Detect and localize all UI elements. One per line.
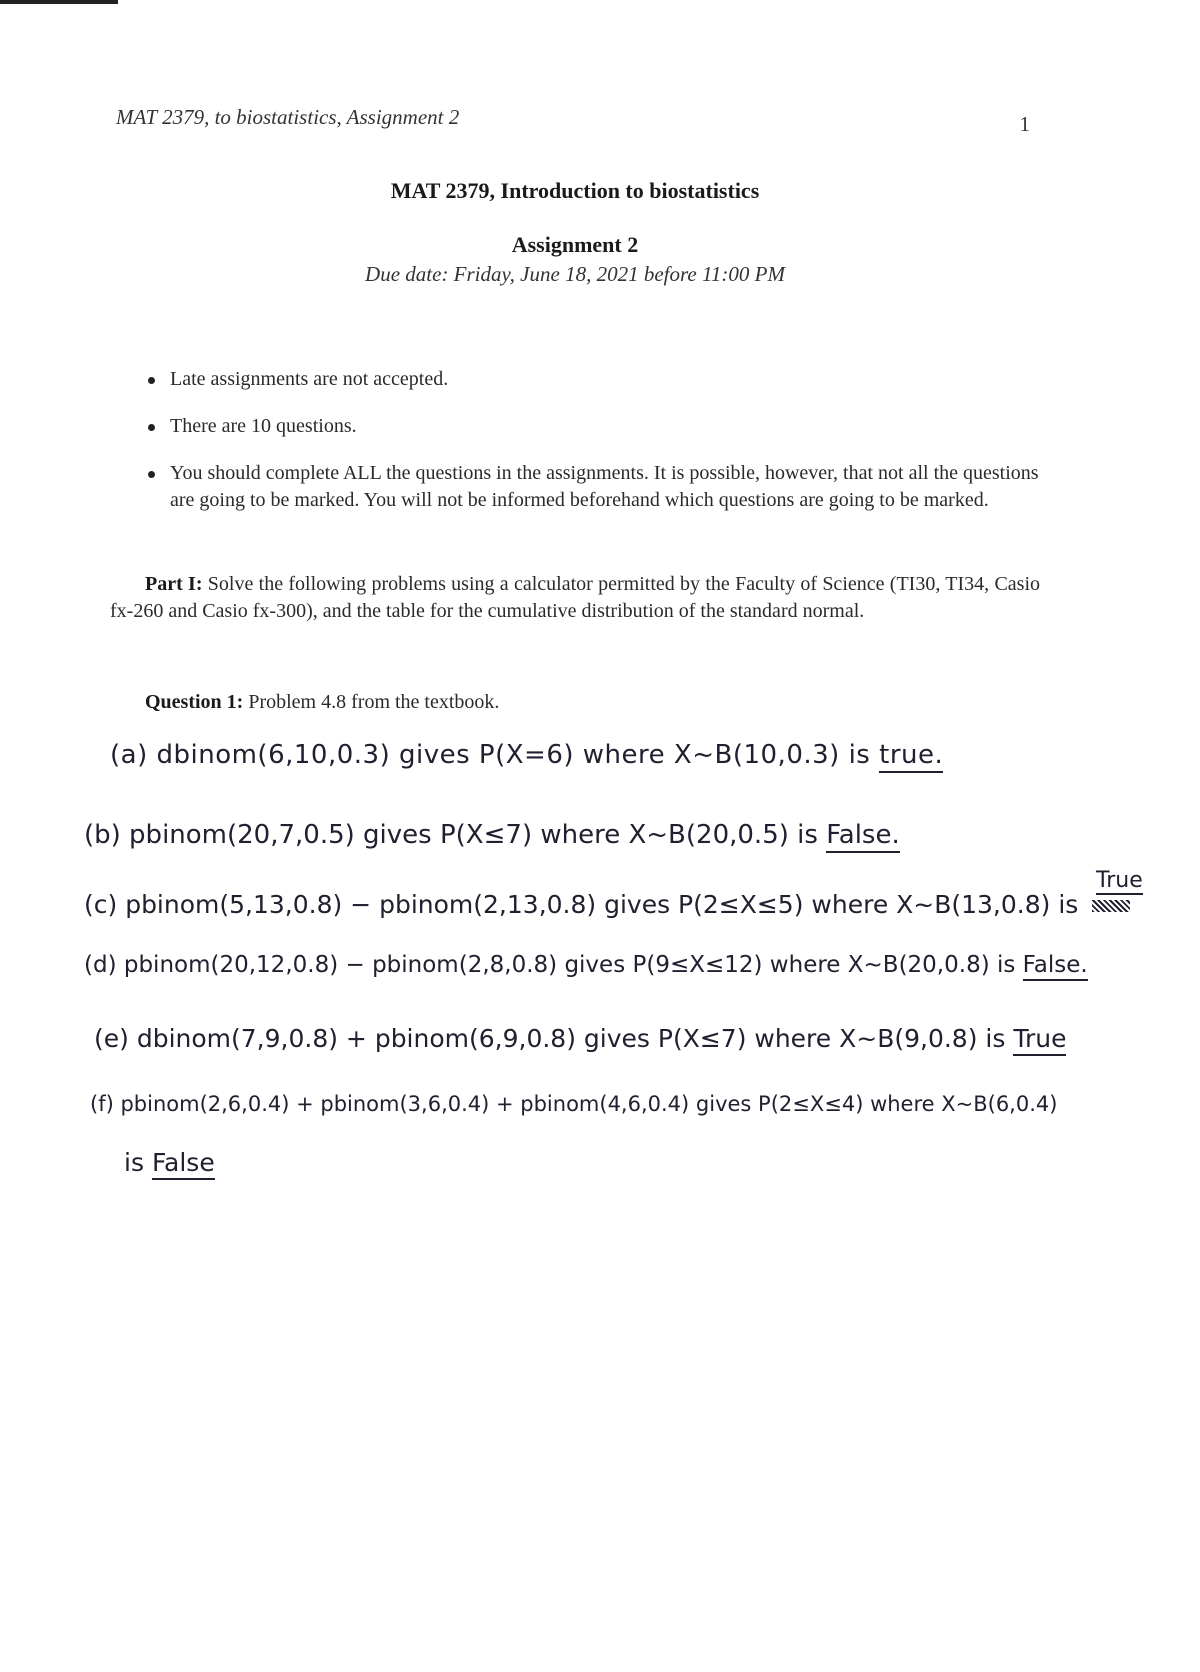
answer-e-verdict: True — [1013, 1024, 1066, 1056]
answer-a — [110, 740, 943, 770]
part-one-label: Part I: — [145, 573, 203, 595]
page-number: 1 — [1019, 112, 1030, 136]
answer-f-is: is — [124, 1148, 144, 1177]
answer-c-verdict: True — [1096, 868, 1143, 893]
answer-d-verdict: False. — [1023, 952, 1088, 981]
answer-b-text: (b) pbinom(20,7,0.5) gives P(X≤7) where X~B(20,0.5) is — [84, 820, 818, 850]
question-1 — [145, 691, 499, 714]
instruction-list — [148, 366, 1048, 534]
answer-f-text: (f) pbinom(2,6,0.4) + pbinom(3,6,0.4) + pbinom(4,6,0.4) gives P(2≤X≤4) where X~B(6,0.4) — [90, 1092, 1058, 1116]
scan-edge-mark — [0, 0, 118, 4]
question-1-label: Question 1: — [145, 691, 244, 713]
instruction-item: You should complete ALL the questions in the assignments. It is possible, however, that not all the questions are going to be marked. You will not be informed beforehand which questions are going to be marked. — [148, 460, 1048, 514]
answer-b — [84, 820, 900, 850]
answer-f-verdict: False — [152, 1148, 215, 1180]
answer-a-text: (a) dbinom(6,10,0.3) gives P(X=6) where X~B(10,0.3) is — [110, 740, 871, 770]
answer-d-text: (d) pbinom(20,12,0.8) − pbinom(2,8,0.8) gives P(9≤X≤12) where X~B(20,0.8) is — [84, 952, 1016, 978]
answer-b-verdict: False. — [826, 820, 900, 853]
answer-e-text: (e) dbinom(7,9,0.8) + pbinom(6,9,0.8) gives P(X≤7) where X~B(9,0.8) is — [94, 1024, 1006, 1053]
part-one-intro — [110, 571, 1040, 625]
running-head: MAT 2379, to biostatistics, Assignment 2 — [116, 105, 460, 129]
due-date: Due date: Friday, June 18, 2021 before 11:00 PM — [365, 262, 785, 286]
course-title: MAT 2379, Introduction to biostatistics — [390, 178, 760, 203]
answer-e — [94, 1024, 1066, 1053]
answer-c-text: (c) pbinom(5,13,0.8) − pbinom(2,13,0.8) gives P(2≤X≤5) where X~B(13,0.8) is — [84, 890, 1079, 919]
answer-f-line2 — [124, 1148, 215, 1177]
crossed-out-word — [1092, 900, 1130, 912]
instruction-item: There are 10 questions. — [148, 413, 1048, 440]
instruction-item: Late assignments are not accepted. — [148, 366, 1048, 393]
question-1-text: Problem 4.8 from the textbook. — [248, 691, 500, 713]
assignment-title: Assignment 2 — [511, 232, 639, 257]
part-one-text: Solve the following problems using a calculator permitted by the Faculty of Science (TI30, TI34, Casio fx-260 and Casio fx-300), and the table for the cumulative distribution of the standard normal. — [110, 573, 1040, 622]
answer-d — [84, 952, 1088, 978]
answer-a-verdict: true. — [879, 740, 943, 773]
answer-c — [84, 890, 1130, 919]
answer-f — [90, 1092, 1057, 1116]
